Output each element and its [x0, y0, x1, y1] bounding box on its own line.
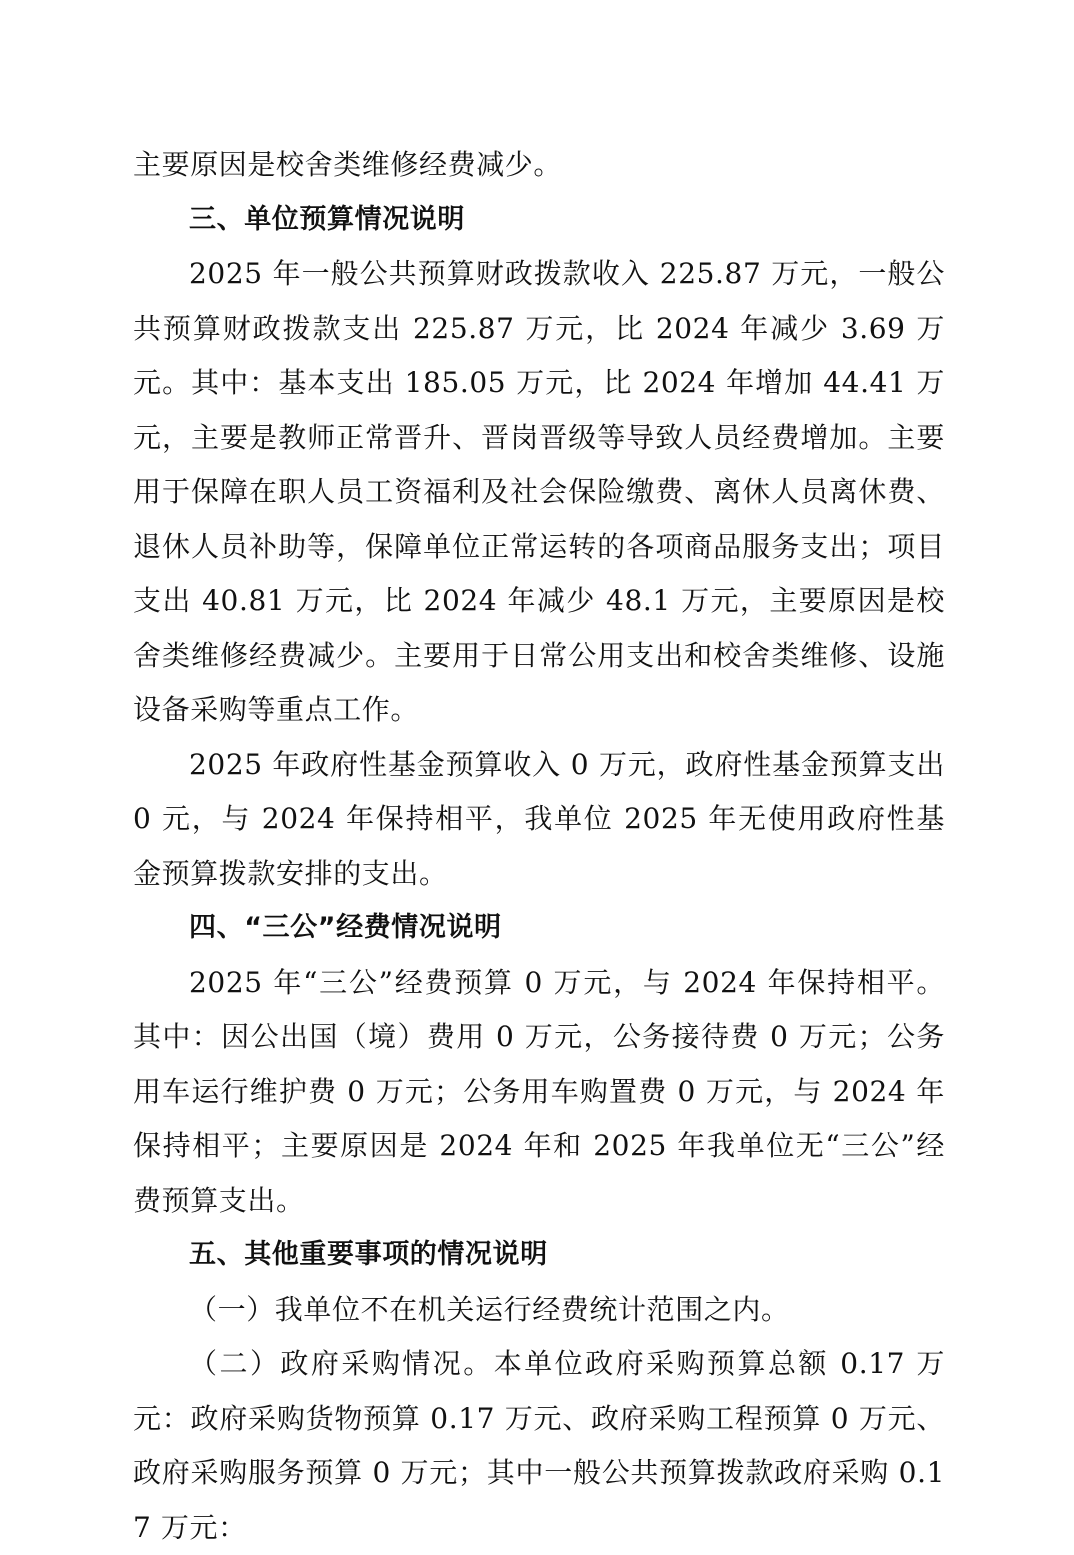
- continuation-paragraph: 主要原因是校舍类维修经费减少。: [133, 148, 563, 181]
- paragraph-item-2: （二）政府采购情况。本单位政府采购预算总额 0.17 万元：政府采购货物预算 0.17 万元、政府采购工程预算 0 万元、政府采购服务预算 0 万元；其中一般公共预算拨款政府采购 0.17 万元：: [133, 1347, 945, 1544]
- section-heading-three-public-expenses: 四、“三公”经费情况说明: [189, 912, 502, 943]
- paragraph-government-fund: 2025 年政府性基金预算收入 0 万元，政府性基金预算支出 0 元，与 2024 年保持相平，我单位 2025 年无使用政府性基金预算拨款安排的支出。: [133, 747, 945, 890]
- paragraph-general-budget: 2025 年一般公共预算财政拨款收入 225.87 万元，一般公共预算财政拨款支出 225.87 万元，比 2024 年减少 3.69 万元。其中：基本支出 185.05 万元，比 2024 年增加 44.41 万元，主要是教师正常晋升、晋岗晋级等导致人员经费增加。主要用于保障在职人员工资福利及社会保险缴费、离休人员离休费、退休人员补助等，保障单位正常运转的各项商品服务支出；项目支出 40.81 万元，比 2024 年减少 48.1 万元，主要原因是校舍类维修经费减少。主要用于日常公用支出和校舍类维修、设施设备采购等重点工作。: [133, 257, 945, 726]
- paragraph-item-1: （一）我单位不在机关运行经费统计范围之内。: [189, 1292, 790, 1326]
- paragraph-three-public-expenses: 2025 年“三公”经费预算 0 万元，与 2024 年保持相平。其中：因公出国（境）费用 0 万元，公务接待费 0 万元；公务用车运行维护费 0 万元；公务用车购置费 0 万元，与 2024 年保持相平；主要原因是 2024 年和 2025 年我单位无“三公”经费预算支出。: [133, 965, 945, 1217]
- section-heading-unit-budget: 三、单位预算情况说明: [189, 203, 465, 235]
- document-body: [133, 138, 945, 1555]
- section-heading-other-matters: 五、其他重要事项的情况说明: [189, 1239, 548, 1270]
